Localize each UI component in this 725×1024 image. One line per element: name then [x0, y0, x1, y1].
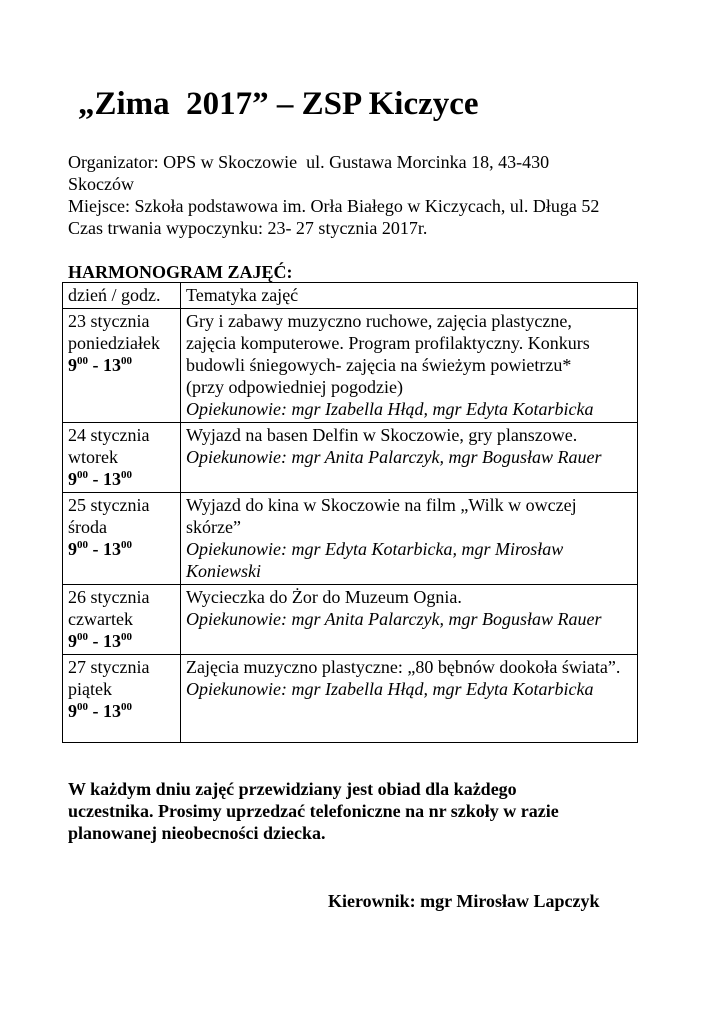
day-cell	[63, 585, 181, 655]
topic-cell	[181, 309, 638, 423]
day-time: $9^{00} - 13^{00}$	[68, 701, 132, 721]
topic-line: Wyjazd na basen Delfin w Skoczowie, gry planszowe.	[186, 425, 578, 445]
topic-line: zajęcia komputerowe. Program profilaktyczny. Konkurs	[186, 333, 590, 353]
caretakers: Opiekunowie: mgr Anita Palarczyk, mgr Bogusław Rauer	[186, 609, 602, 629]
topic-line: (przy odpowiedniej pogodzie)	[186, 377, 403, 397]
day-weekday: wtorek	[68, 447, 118, 467]
topic-line: Wyjazd do kina w Skoczowie na film „Wilk w owczej skórze”	[186, 495, 577, 537]
day-time: $9^{00} - 13^{00}$	[68, 355, 132, 375]
table-row	[63, 493, 638, 585]
header-topic: Tematyka zajęć	[181, 283, 638, 309]
table-header-row	[63, 283, 638, 309]
caretakers: Opiekunowie: mgr Edyta Kotarbicka, mgr Mirosław Koniewski	[186, 539, 564, 581]
note-line: uczestnika. Prosimy uprzedzać telefoniczne na nr szkoły w razie	[68, 801, 559, 821]
day-time: $9^{00} - 13^{00}$	[68, 631, 132, 651]
day-weekday: piątek	[68, 679, 112, 699]
caretakers: Opiekunowie: mgr Izabella Hłąd, mgr Edyta Kotarbicka	[186, 399, 594, 419]
table-row	[63, 309, 638, 423]
lunch-note	[68, 778, 628, 844]
day-cell	[63, 309, 181, 423]
note-line: planowanej nieobecności dziecka.	[68, 823, 326, 843]
event-info	[68, 151, 668, 239]
day-weekday: czwartek	[68, 609, 133, 629]
day-time: $9^{00} - 13^{00}$	[68, 539, 132, 559]
topic-cell	[181, 493, 638, 585]
topic-cell	[181, 585, 638, 655]
topic-cell	[181, 423, 638, 493]
duration-line: Czas trwania wypoczynku: 23- 27 stycznia 2017r.	[68, 218, 428, 238]
note-line: W każdym dniu zajęć przewidziany jest obiad dla każdego	[68, 779, 517, 799]
topic-line: Wycieczka do Żor do Muzeum Ognia.	[186, 587, 462, 607]
caretakers: Opiekunowie: mgr Anita Palarczyk, mgr Bogusław Rauer	[186, 447, 602, 467]
topic-line: budowli śniegowych- zajęcia na świeżym powietrzu*	[186, 355, 572, 375]
day-cell	[63, 655, 181, 743]
day-weekday: poniedziałek	[68, 333, 160, 353]
table-row	[63, 585, 638, 655]
table-row	[63, 423, 638, 493]
organizer-line: Organizator: OPS w Skoczowie ul. Gustawa Morcinka 18, 43-430	[68, 152, 550, 172]
document-title: „Zima 2017” – ZSP Kiczyce	[78, 86, 479, 122]
schedule-heading: HARMONOGRAM ZAJĘĆ:	[68, 262, 293, 282]
topic-line: Gry i zabawy muzyczno ruchowe, zajęcia plastyczne,	[186, 311, 572, 331]
day-time: $9^{00} - 13^{00}$	[68, 469, 132, 489]
day-date: 25 stycznia	[68, 495, 150, 515]
caretakers: Opiekunowie: mgr Izabella Hłąd, mgr Edyta Kotarbicka	[186, 679, 594, 699]
day-date: 27 stycznia	[68, 657, 150, 677]
organizer-city: Skoczów	[68, 174, 134, 194]
table-row	[63, 655, 638, 743]
topic-cell	[181, 655, 638, 743]
schedule-table	[62, 282, 638, 743]
day-cell	[63, 493, 181, 585]
day-weekday: środa	[68, 517, 107, 537]
day-date: 24 stycznia	[68, 425, 150, 445]
day-date: 23 stycznia	[68, 311, 150, 331]
header-day: dzień / godz.	[63, 283, 181, 309]
day-cell	[63, 423, 181, 493]
signature: Kierownik: mgr Mirosław Lapczyk	[328, 891, 600, 911]
day-date: 26 stycznia	[68, 587, 150, 607]
topic-line: Zajęcia muzyczno plastyczne: „80 bębnów dookoła świata”.	[186, 657, 621, 677]
place-line: Miejsce: Szkoła podstawowa im. Orła Białego w Kiczycach, ul. Długa 52	[68, 196, 600, 216]
